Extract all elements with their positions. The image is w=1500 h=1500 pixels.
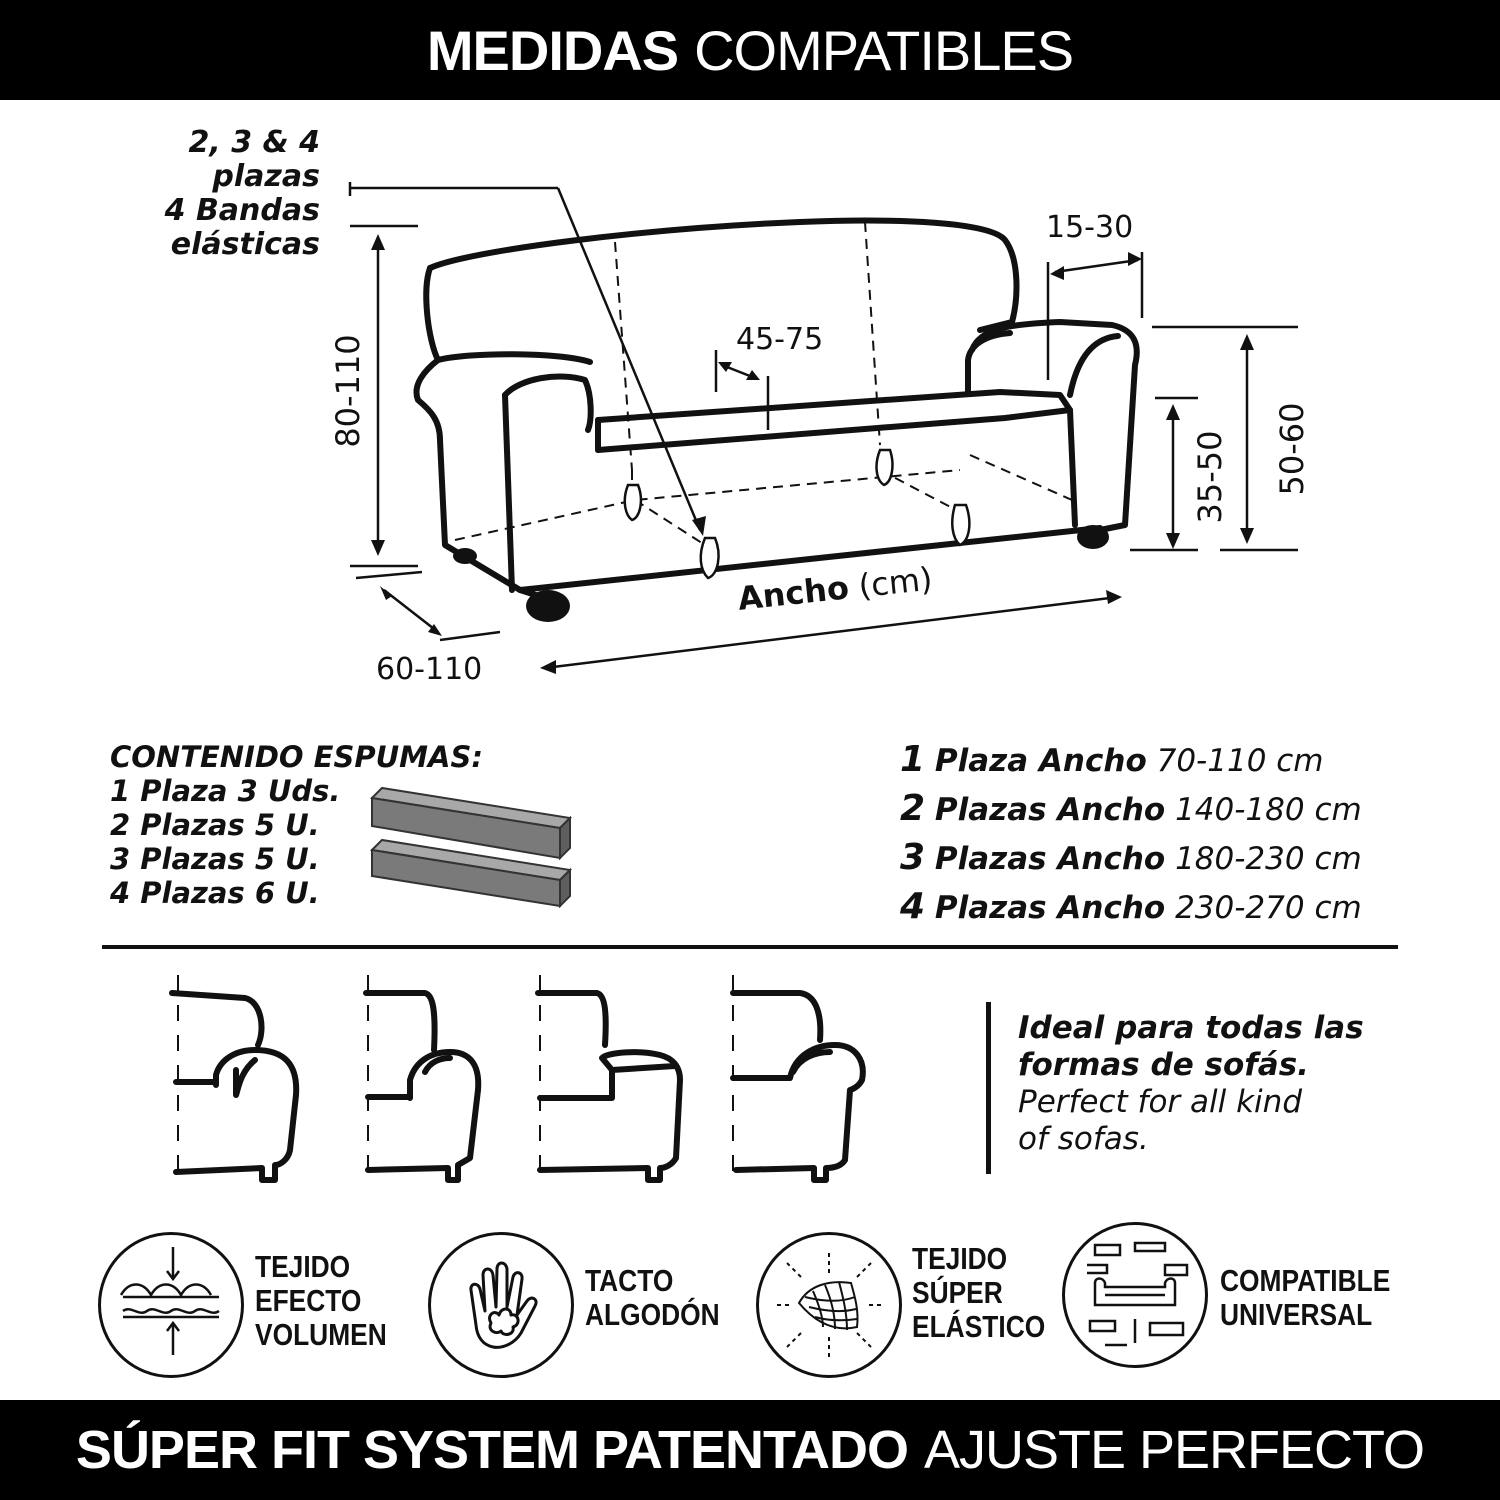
feature-label-universal [1220, 1264, 1390, 1332]
plazas-note [140, 126, 320, 262]
footer-banner [0, 1400, 1500, 1500]
width-row [900, 785, 1362, 834]
width-row [900, 736, 1362, 785]
volume-fabric-icon [98, 1232, 244, 1378]
foam-item: 4 Plazas 6 U. [110, 876, 320, 910]
width-row-key: Plaza Ancho [934, 743, 1147, 779]
plazas-note-line: 4 Bandas [164, 193, 320, 228]
width-row-key: Plazas Ancho [934, 841, 1166, 877]
width-row-key: Plazas Ancho [934, 890, 1166, 926]
foam-blocks-icon [362, 780, 582, 910]
feature-line: COMPATIBLE [1220, 1263, 1391, 1298]
plazas-note-line: 2, 3 & 4 [188, 125, 320, 160]
cotton-hand-icon [428, 1232, 574, 1378]
width-row-number: 3 [900, 837, 926, 878]
ideal-en-line: Perfect for all kind [1018, 1084, 1302, 1120]
width-row-number: 2 [900, 788, 926, 829]
ideal-es-line: Ideal para todas las [1018, 1010, 1364, 1046]
footer-title-light: AJUSTE PERFECTO [923, 1420, 1425, 1480]
width-label-bold: Ancho [736, 568, 851, 618]
seat-depth-label: 45-75 [736, 322, 824, 357]
feature-line: ELÁSTICO [912, 1309, 1046, 1344]
seat-height-label: 35-50 [1191, 430, 1229, 524]
feature-line: EFECTO [255, 1283, 362, 1318]
width-row-key: Plazas Ancho [934, 792, 1166, 828]
arm-guide-lines [178, 975, 733, 1180]
feature-line: TACTO [585, 1263, 674, 1298]
width-row [900, 834, 1362, 883]
feature-line: UNIVERSAL [1220, 1297, 1373, 1332]
ideal-text [1018, 1010, 1364, 1158]
arm-width-label: 15-30 [1046, 210, 1134, 245]
ideal-es-line: formas de sofás. [1018, 1047, 1309, 1083]
foam-item: 3 Plazas 5 U. [110, 842, 320, 876]
depth-label: 60-110 [376, 652, 483, 687]
width-row-value: 180-230 cm [1175, 841, 1362, 877]
arm-shape-square [538, 993, 680, 1180]
back-height-label: 80-110 [329, 334, 367, 448]
footer-title-bold: SÚPER FIT SYSTEM PATENTADO [75, 1420, 908, 1480]
arm-shape-slim [366, 993, 478, 1180]
header-banner [0, 0, 1500, 100]
foam-item: 2 Plazas 5 U. [110, 808, 320, 842]
feature-line: SÚPER [912, 1275, 1003, 1310]
feature-line: TEJIDO [255, 1249, 351, 1284]
width-row-number: 1 [900, 739, 926, 780]
feature-line: VOLUMEN [255, 1317, 387, 1352]
feature-label-cotton [585, 1264, 720, 1332]
seat-width-list [900, 736, 1362, 932]
arm-shape-rolled [733, 993, 863, 1180]
foam-title: CONTENIDO ESPUMAS: [110, 740, 483, 774]
width-row-number: 4 [900, 886, 926, 927]
arm-shape-rounded [172, 993, 296, 1180]
header-title-light: COMPATIBLES [694, 18, 1074, 82]
width-row-value: 230-270 cm [1175, 890, 1362, 926]
ideal-en-line: of sofas. [1018, 1121, 1149, 1157]
header-title-bold: MEDIDAS [426, 18, 679, 82]
stretch-fabric-icon [756, 1232, 902, 1378]
plazas-note-line: plazas [212, 159, 320, 194]
feature-label-volume [255, 1250, 387, 1352]
width-row-value: 70-110 cm [1156, 743, 1324, 779]
hidden-lines [455, 222, 1072, 545]
feature-label-stretch [912, 1242, 1045, 1344]
width-label-unit: (cm) [856, 559, 935, 606]
width-row [900, 883, 1362, 932]
feature-line: ALGODÓN [585, 1297, 720, 1332]
foam-item: 1 Plaza 3 Uds. [110, 774, 341, 808]
feature-line: TEJIDO [912, 1241, 1008, 1276]
plazas-note-line: elásticas [170, 227, 320, 262]
section-divider [102, 945, 1398, 949]
universal-sofa-icon [1062, 1222, 1208, 1368]
width-row-value: 140-180 cm [1175, 792, 1362, 828]
sofa-outline [416, 221, 1136, 598]
sofa-arm-shapes [150, 965, 880, 1195]
ideal-bar [986, 1002, 991, 1174]
arm-height-label: 50-60 [1273, 402, 1311, 496]
